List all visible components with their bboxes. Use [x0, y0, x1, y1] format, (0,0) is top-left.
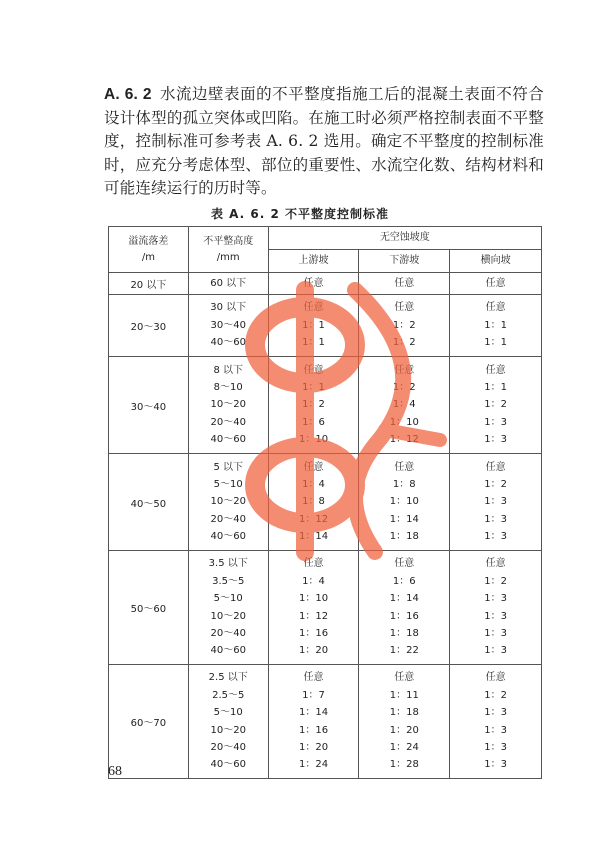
- down-value: 1：10: [389, 496, 419, 508]
- lat-value: 任意: [485, 558, 506, 570]
- down-cell: [359, 273, 450, 295]
- lat-value: 1：3: [484, 593, 507, 605]
- table-row: [109, 551, 542, 665]
- height-value: 10～20: [210, 610, 246, 622]
- up-value: 1：10: [298, 593, 329, 605]
- lat-value: 1：3: [484, 531, 507, 543]
- up-value: 1：20: [298, 741, 329, 753]
- header-upstream: 上游坡: [268, 250, 359, 273]
- height-value: 30 以下: [210, 302, 247, 314]
- up-value: 1：1: [302, 337, 325, 349]
- lat-value: 1：2: [484, 575, 507, 587]
- height-cell: [188, 357, 268, 454]
- height-value: 30～40: [210, 319, 246, 331]
- up-value: 任意: [303, 302, 324, 314]
- up-value: 1：8: [302, 496, 325, 508]
- height-value: 40～60: [210, 434, 246, 446]
- height-value: 20～40: [210, 513, 246, 525]
- lat-value: 1：3: [484, 513, 507, 525]
- down-value: 1：8: [392, 478, 416, 490]
- header-drop: [109, 227, 189, 273]
- header-drop-unit: /m: [141, 251, 155, 263]
- lat-cell: [450, 273, 542, 295]
- height-value: 5～10: [213, 707, 243, 719]
- up-value: 1：12: [298, 513, 329, 525]
- down-value: 1：10: [389, 416, 419, 428]
- drop-cell: 40～50: [109, 454, 189, 551]
- lat-cell: [450, 665, 542, 779]
- drop-cell: 20 以下: [109, 273, 189, 295]
- height-value: 5 以下: [213, 461, 243, 473]
- flatness-control-table: [108, 226, 542, 779]
- height-value: 10～20: [210, 496, 246, 508]
- height-value: 40～60: [210, 531, 246, 543]
- height-value: 8 以下: [213, 364, 243, 376]
- up-cell: [268, 273, 359, 295]
- height-cell: [188, 551, 268, 665]
- drop-cell: 50～60: [109, 551, 189, 665]
- lat-value: 任意: [485, 277, 506, 289]
- lat-value: 1：3: [484, 416, 507, 428]
- lat-cell: [450, 551, 542, 665]
- up-value: 任意: [303, 364, 324, 376]
- up-cell: [268, 295, 359, 357]
- up-cell: [268, 551, 359, 665]
- down-cell: [359, 357, 450, 454]
- lat-value: 1：3: [484, 707, 507, 719]
- down-value: 1：2: [392, 337, 416, 349]
- up-value: 1：16: [298, 627, 329, 639]
- down-value: 1：14: [389, 513, 419, 525]
- clause-number: A. 6. 2: [104, 86, 152, 103]
- height-cell: [188, 454, 268, 551]
- lat-value: 1：3: [484, 759, 507, 771]
- up-value: 1：1: [302, 319, 325, 331]
- height-value: 2.5 以下: [208, 672, 248, 684]
- down-value: 1：6: [392, 575, 416, 587]
- table-row: [109, 273, 542, 295]
- lat-cell: [450, 295, 542, 357]
- table-row: [109, 665, 542, 779]
- down-value: 任意: [394, 558, 415, 570]
- up-value: 1：12: [298, 610, 329, 622]
- down-value: 1：4: [392, 399, 416, 411]
- lat-value: 1：3: [484, 496, 507, 508]
- up-value: 1：6: [302, 416, 325, 428]
- down-cell: [359, 295, 450, 357]
- lat-value: 1：1: [484, 319, 507, 331]
- up-value: 1：7: [302, 689, 325, 701]
- down-value: 任意: [394, 364, 415, 376]
- height-value: 10～20: [210, 724, 246, 736]
- up-cell: [268, 454, 359, 551]
- lat-value: 任意: [485, 672, 506, 684]
- lat-value: 1：3: [484, 645, 507, 657]
- height-value: 40～60: [210, 645, 246, 657]
- down-value: 1：20: [389, 724, 419, 736]
- up-value: 任意: [303, 461, 324, 473]
- table-row: [109, 295, 542, 357]
- header-height-label: 不平整高度: [203, 235, 254, 247]
- lat-value: 1：3: [484, 724, 507, 736]
- up-value: 1：24: [298, 759, 329, 771]
- header-height: [188, 227, 268, 273]
- header-lateral: 横向坡: [450, 250, 542, 273]
- lat-value: 1：3: [484, 741, 507, 753]
- height-cell: [188, 665, 268, 779]
- header-height-unit: /mm: [216, 251, 240, 263]
- page-number: 68: [108, 764, 122, 779]
- header-slope-group: 无空蚀坡度: [268, 227, 541, 250]
- up-value: 任意: [303, 277, 324, 289]
- down-value: 1：22: [389, 645, 419, 657]
- clause-paragraph: [104, 83, 544, 201]
- height-value: 5～10: [213, 478, 243, 490]
- up-value: 1：14: [298, 707, 329, 719]
- lat-cell: [450, 357, 542, 454]
- up-value: 1：4: [302, 575, 325, 587]
- down-value: 任意: [394, 461, 415, 473]
- up-value: 1：10: [298, 434, 329, 446]
- height-value: 20～40: [210, 627, 246, 639]
- down-cell: [359, 551, 450, 665]
- down-cell: [359, 665, 450, 779]
- lat-value: 1：2: [484, 399, 507, 411]
- down-value: 1：18: [389, 627, 419, 639]
- lat-value: 任意: [485, 302, 506, 314]
- down-value: 1：18: [389, 707, 419, 719]
- down-value: 1：2: [392, 381, 416, 393]
- lat-value: 1：2: [484, 478, 507, 490]
- up-value: 任意: [303, 558, 324, 570]
- height-value: 20～40: [210, 741, 246, 753]
- drop-cell: 20～30: [109, 295, 189, 357]
- height-value: 8～10: [213, 381, 243, 393]
- down-value: 1：2: [392, 319, 416, 331]
- up-value: 1：14: [298, 531, 329, 543]
- height-value: 40～60: [210, 337, 246, 349]
- lat-value: 1：3: [484, 610, 507, 622]
- drop-cell: 30～40: [109, 357, 189, 454]
- down-value: 1：16: [389, 610, 419, 622]
- table-row: [109, 357, 542, 454]
- down-value: 任意: [394, 277, 415, 289]
- height-value: 3.5～5: [212, 575, 245, 587]
- lat-value: 1：3: [484, 627, 507, 639]
- table-row: [109, 454, 542, 551]
- up-value: 1：1: [302, 381, 325, 393]
- lat-value: 1：1: [484, 337, 507, 349]
- down-value: 1：11: [389, 689, 419, 701]
- header-drop-label: 溢流落差: [128, 235, 169, 247]
- up-cell: [268, 665, 359, 779]
- up-value: 1：4: [302, 478, 325, 490]
- height-value: 40～60: [210, 759, 246, 771]
- lat-value: 1：3: [484, 434, 507, 446]
- up-cell: [268, 357, 359, 454]
- height-cell: [188, 273, 268, 295]
- lat-value: 1：1: [484, 381, 507, 393]
- clause-text: 水流边壁表面的不平整度指施工后的混凝土表面不符合设计体型的孤立突体或凹陷。在施工时必须严格控制表面不平整度，控制标准可参考表 A. 6. 2 选用。确定不平整度的控制标准时，应充分考虑体型、部位的重要性、水流空化数、结构材料和可能连续运行的历时等。: [104, 85, 544, 197]
- down-value: 1：12: [389, 434, 419, 446]
- header-downstream: 下游坡: [359, 250, 450, 273]
- height-value: 10～20: [210, 399, 246, 411]
- height-value: 20～40: [210, 416, 246, 428]
- lat-value: 1：2: [484, 689, 507, 701]
- height-cell: [188, 295, 268, 357]
- down-value: 1：14: [389, 593, 419, 605]
- height-value: 2.5～5: [212, 689, 245, 701]
- height-value: 5～10: [213, 593, 243, 605]
- up-value: 任意: [303, 672, 324, 684]
- lat-value: 任意: [485, 364, 506, 376]
- down-value: 1：28: [389, 759, 419, 771]
- height-value: 60 以下: [210, 277, 247, 289]
- down-value: 任意: [394, 672, 415, 684]
- down-cell: [359, 454, 450, 551]
- height-value: 3.5 以下: [208, 558, 248, 570]
- up-value: 1：2: [302, 399, 325, 411]
- table-caption: 表 A. 6. 2 不平整度控制标准: [210, 207, 390, 221]
- down-value: 任意: [394, 302, 415, 314]
- table-body: [109, 273, 542, 779]
- drop-cell: 60～70: [109, 665, 189, 779]
- down-value: 1：18: [389, 531, 419, 543]
- lat-cell: [450, 454, 542, 551]
- up-value: 1：16: [298, 724, 329, 736]
- up-value: 1：20: [298, 645, 329, 657]
- lat-value: 任意: [485, 461, 506, 473]
- down-value: 1：24: [389, 741, 419, 753]
